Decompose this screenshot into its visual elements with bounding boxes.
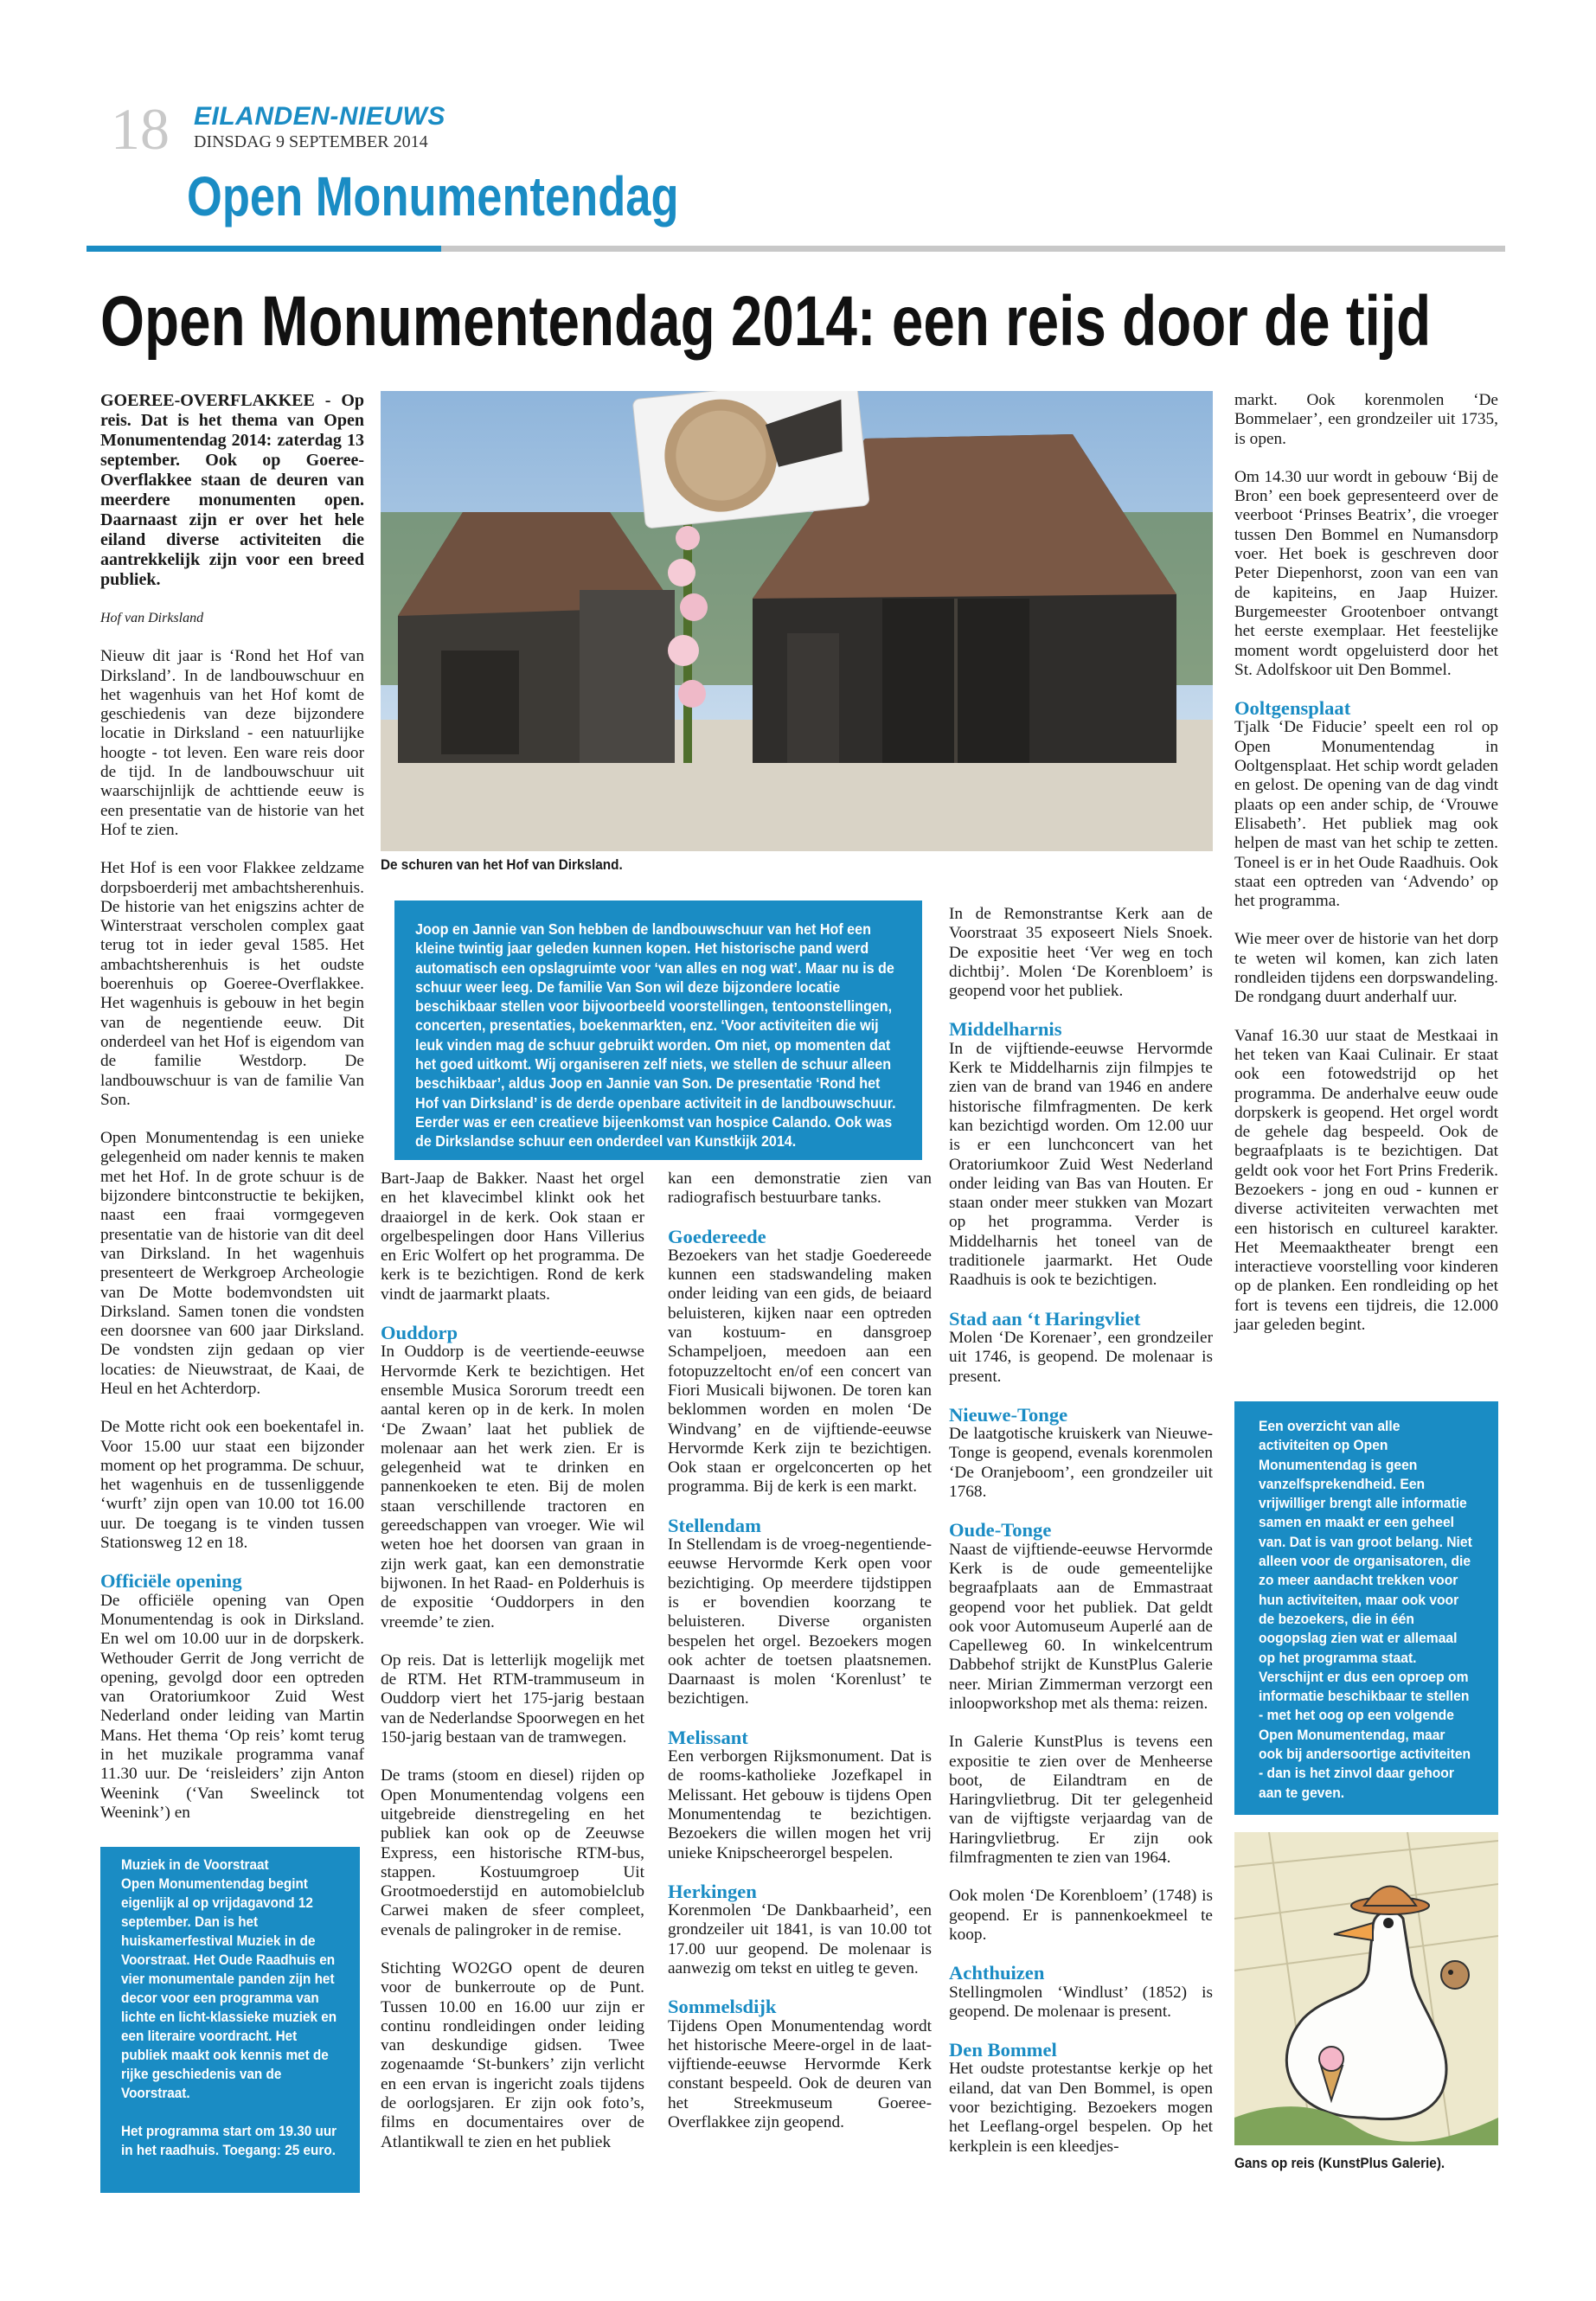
paragraph: Bart-Jaap de Bakker. Naast het orgel en het klavecimbel klinkt ook het draaiorgel in de kerk. Ook staan er orgelbespelingen door Hans Villerius en Eric Wolfert op het programma. De kerk is te bezichtigen. Rond de kerk vindt de jaarmarkt plaats. (381, 1170, 644, 1304)
paragraph: Bezoekers van het stadje Goedereede kunnen een stadswandeling maken onder leiding van een gids, de beiaard beluisteren, kijken naar een optreden van kostuum- en dansgroep Schampeljoen, meedoen aan een fotopuzzeltocht en/of een concert van Fiori Musicali bijwonen. De toren kan beklommen worden en molen ‘De Windvang’ en de vijftiende-eeuwse Hervormde Kerk zijn te bezichtigen. Ook staan er orgelconcerten op het programma. Bij de kerk is een markt. (668, 1246, 932, 1497)
paragraph: Nieuw dit jaar is ‘Rond het Hof van Dirksland’. In de landbouwschuur en het wagenhuis van het Hof komt de geschiedenis van deze bijzondere locatie in Dirksland - een natuurlijke hoogte - tot leven. Een ware reis door de tijd. In de landbouwschuur uit waarschijnlijk de achttiende eeuw is een presentatie van de historie van het Hof te zien. (100, 647, 364, 839)
paragraph: In de vijftiende-eeuwse Hervormde Kerk te Middelharnis zijn filmpjes te zien van de brand van 1946 en andere historische filmfragmenten. De kerk kan bezichtigd worden. Om 12.00 uur is er een lunchconcert van het Oratoriumkoor Zuid West Nederland onder leiding van Bas van Houten. Er staan onder meer stukken van Mozart op het programma. Verder is Middelharnis het toneel van de traditionele jaarmarkt. Het Oude Raadhuis is ook te bezichtigen. (949, 1039, 1213, 1290)
article-column-5 (1234, 391, 1498, 1354)
photo-caption: De schuren van het Hof van Dirksland. (381, 856, 623, 873)
barn-photo (381, 391, 1213, 851)
paragraph: Op reis. Dat is letterlijk mogelijk met de RTM. Het RTM-trammuseum in Ouddorp viert het 175-jarig bestaan van de Nederlandse Spoorwegen en het 150-jarig bestaan van de tramwegen. (381, 1650, 644, 1747)
header-rule (87, 246, 1505, 252)
paragraph: Een verborgen Rijksmonument. Dat is de rooms-katholieke Jozefkapel in Melissant. Het gebouw is tijdens Open Monumentendag te bezichtigen. Bezoekers die willen mogen het vrij unieke Knipscheerorgel bespelen. (668, 1747, 932, 1862)
drawing-caption: Gans op reis (KunstPlus Galerie). (1234, 2155, 1445, 2171)
sidebar-box-van-son (394, 901, 922, 1160)
article-column-1 (100, 391, 364, 1842)
paragraph: Het Hof is een voor Flakkee zeldzame dorpsboerderij met ambachtsherenhuis. De historie van het enigszins achter de Winterstraat verscholen complex gaat terug tot in ieder geval 1585. Het ambachtsherenhuis is het oudste boerenhuis op Goeree-Overflakkee. Het wagenhuis is gebouw in het begin van de negentiende eeuw. Dit onderdeel van het Hof is eigendom van de familie Westdorp. De landbouwschuur is van de familie Van Son. (100, 859, 364, 1109)
paragraph: In Ouddorp is de veertiende-eeuwse Hervormde Kerk te bezichtigen. Het ensemble Musica Sororum treedt een aantal keren op in de kerk. In molen ‘De Zwaan’ laat het publiek de molenaar aan het werk zien. Er is gelegenheid wat te drinken en pannenkoeken te eten. Bij de molen staan verschillende tractoren en gereedschappen van vroeger. Wie wil weten hoe het doorsen van graan in zijn werk gaat, kan een demonstratie bijwonen. In het Raad- en Polderhuis is de expositie ‘Ouddorpers in den vreemde’ te zien. (381, 1343, 644, 1631)
goose-drawing-illustration (1234, 1832, 1498, 2145)
paragraph: kan een demonstratie zien van radiografisch bestuurbare tanks. (668, 1170, 932, 1208)
paragraph: In Galerie KunstPlus is tevens een expositie te zien over de Menheerse boot, de Eilandtram en de Haringvlietbrug. Dit ter gelegenheid van de vijftigste verjaardag van de Haringvlietbrug. Er zijn ook filmfragmenten te zien van 1964. (949, 1733, 1213, 1868)
section-title: Open Monumentendag (187, 165, 679, 228)
goose-drawing (1234, 1832, 1498, 2145)
subhead-melissant: Melissant (668, 1726, 748, 1748)
paragraph: De trams (stoom en diesel) rijden op Open Monumentendag volgens een uitgebreide dienstregeling en het publiek kan ook op de Zeeuwse Express, een historische RTM-bus, stappen. Kostuumgroep Uit Grootmoederstijd en automobielclub Carwei maken de sfeer compleet, evenals de palingroker in de remise. (381, 1766, 644, 1939)
paragraph: Om 14.30 uur wordt in gebouw ‘Bij de Bron’ een boek gepresenteerd over de veerboot ‘Prinses Beatrix’, die vroeger tussen Den Bommel en Numansdorp voer. Het boek is geschreven door Peter Diepenhorst, zoon van een van de kapiteins, en Jaap Huizer. Burgemeester Grootenboer ontvangt het eerste exemplaar. Het feestelijke moment wordt opgeluisterd door het St. Adolfskoor uit Den Bommel. (1234, 467, 1498, 679)
page-number: 18 (111, 96, 170, 162)
article-headline: Open Monumentendag 2014: een reis door de tijd (100, 282, 1432, 361)
sidebar-box-text: Joop en Jannie van Son hebben de landbouwschuur van het Hof een kleine twintig jaar geleden kunnen kopen. Het historische pand werd automatisch een opslagruimte voor ‘van alles en nog wat’. Maar nu is de schuur weer leeg. De familie Van Son wil deze bijzondere locatie beschikbaar stellen voor bijvoorbeeld voorstellingen, tentoonstellingen, concerten, presentaties, boekenmarkten, enz. ‘Voor activiteiten die wij leuk vinden mag de schuur gebruikt worden. Om niet, op momenten dat het goed uitkomt. Wij organiseren zelf niets, we stellen de schuur alleen beschikbaar’, aldus Joop en Jannie van Son. De presentatie ‘Rond het Hof van Dirksland’ is de derde openbare activiteit in de landbouwschuur. Eerder was er een creatieve bijeenkomst van hospice Calando. Ook was de Dirkslandse schuur een onderdeel van Kunstkijk 2014. (415, 920, 896, 1150)
paragraph: Korenmolen ‘De Dankbaarheid’, een grondzeiler uit 1841, is van 10.00 tot 17.00 uur geopend. De molenaar is aanwezig om tekst en uitleg te geven. (668, 1901, 932, 1977)
subhead-stellendam: Stellendam (668, 1514, 761, 1536)
paragraph: Open Monumentendag is een unieke gelegenheid om nader kennis te maken met het Hof. In de grote schuur is de bijzondere bintconstructie te bekijken, naast een fraai vormgegeven presentatie van de historie van dit deel van Dirksland. In het wagenhuis presenteert de Werkgroep Archeologie van De Motte bodemvondsten uit Dirksland. Samen tonen die vondsten een doorsnee van 600 jaar Dirksland. De vondsten zijn gedaan op vier locaties: de Nieuwstraat, de Kaai, de Heul en het Achterdorp. (100, 1129, 364, 1398)
subhead-goedereede: Goedereede (668, 1225, 766, 1247)
sidebar-box-overzicht (1234, 1401, 1498, 1815)
paragraph: In Stellendam is de vroeg-negentiende-eeuwse Hervormde Kerk open voor bezichtiging. Op meerdere tijdstippen is er bovendien koorzang te beluisteren. Diverse organisten bespelen het orgel. Bezoekers mogen ook achter de toetsen plaatsnemen. Daarnaast is molen ‘Korenlust’ te bezichtigen. (668, 1535, 932, 1708)
subhead-ooltgensplaat: Ooltgensplaat (1234, 697, 1351, 720)
sidebar-box-text: Open Monumentendag begint eigenlijk al op vrijdagavond 12 september. Dan is het huiskamerfestival Muziek in de Voorstraat. Het Oude Raadhuis en vier monumentale panden zijn het decor voor een programma van lichte en licht-klassieke muziek en een literaire voordracht. Het publiek maakt ook kennis met de rijke geschiedenis van de Voorstraat. (121, 1875, 337, 2101)
paragraph: De Motte richt ook een boekentafel in. Voor 15.00 uur staat een bijzonder moment op het programma. De schuur, het wagenhuis en de tussenliggende ‘wurft’ zijn open van 10.00 tot 16.00 uur. De toegang is te vinden tussen Stationsweg 12 en 18. (100, 1418, 364, 1553)
paragraph: Wie meer over de historie van het dorp te weten wil komen, kan zich laten rondleiden tijdens een dorpswandeling. De rondgang duurt anderhalf uur. (1234, 930, 1498, 1007)
subhead-achthuizen: Achthuizen (949, 1962, 1045, 1984)
subhead-oude-tonge: Oude-Tonge (949, 1519, 1052, 1541)
paragraph: Stichting WO2GO opent de deuren voor de bunkerroute op de Punt. Tussen 10.00 en 16.00 uur zijn er continu rondleidingen onder leiding van deskundige gidsen. Twee zogenaamde ‘St-bunkers’ zijn verlicht en een ervan is ingericht zoals tijdens de oorlogsjaren. Er zijn ook foto’s, films en documentaires over de Atlantikwall te zien en het publiek (381, 1958, 644, 2151)
subhead-officiele-opening: Officiële opening (100, 1570, 242, 1593)
sidebar-box-text: Het programma start om 19.30 uur in het raadhuis. Toegang: 25 euro. (121, 2123, 337, 2158)
paragraph: Tijdens Open Monumentendag wordt het historische Meere-orgel in de laat-vijftiende-eeuwse Hervormde Kerk constant bespeeld. Ook de deuren van het Streekmuseum Goeree-Overflakkee zijn geopend. (668, 2016, 932, 2132)
subhead-den-bommel: Den Bommel (949, 2039, 1057, 2061)
paragraph: Het oudste protestantse kerkje op het eiland, dat van Den Bommel, is open voor bezichtiging. Bezoekers mogen het Leeflang-orgel bespelen. Op het kerkplein is een kleedjes- (949, 2060, 1213, 2156)
newspaper-masthead: EILANDEN-NIEUWS (194, 102, 445, 131)
article-column-3 (668, 1170, 932, 2151)
paragraph: De laatgotische kruiskerk van Nieuwe-Tonge is geopend, evenals korenmolen ‘De Oranjeboom’, een grondzeiler uit 1768. (949, 1425, 1213, 1502)
subhead-herkingen: Herkingen (668, 1880, 757, 1902)
article-intro: GOEREE-OVERFLAKKEE - Op reis. Dat is het thema van Open Monumentendag 2014: zaterdag 13 september. Ook op Goeree-Overflakkee staan de deuren van meerdere monumenten open. Daarnaast zijn er over het hele eiland diverse activiteiten die aantrekkelijk zijn voor een breed publiek. (100, 391, 364, 589)
subhead-middelharnis: Middelharnis (949, 1018, 1062, 1041)
paragraph: Naast de vijftiende-eeuwse Hervormde Kerk is de oude gemeentelijke begraafplaats aan de Emmastraat geopend voor het publiek. Dat geldt ook voor Automuseum Auperlé aan de Capelleweg 60. In winkelcentrum Dabbehof strijkt de KunstPlus Galerie neer. Mirian Zimmerman verzorgt een inloopworkshop met als thema: reizen. (949, 1540, 1213, 1713)
paragraph: Stellingmolen ‘Windlust’ (1852) is geopend. De molenaar is present. (949, 1983, 1213, 2021)
sidebar-box-muziek-voorstraat (100, 1847, 360, 2193)
article-column-2 (381, 1170, 644, 2171)
paragraph: Vanaf 16.30 uur staat de Mestkaai in het teken van Kaai Culinair. Er staat ook een fotowedstrijd op het programma. De anderhalve eeuw oude dorpskerk is geopend. Het orgel wordt de gehele dag bespeeld. Ook de begraafplaats is te bezichtigen. Dat geldt ook voor het Fort Prins Frederik. Bezoekers - jong en oud - kunnen er diverse activiteiten verwachten met een historisch en cultureel karakter. Het Meemaaktheater brengt een interactieve voorstelling voor kinderen op de planken. Een rondleiding op het fort is tevens een tijdreis, die 12.000 jaar geleden begint. (1234, 1026, 1498, 1335)
subhead-stad-aan-t-haringvliet: Stad aan ‘t Haringvliet (949, 1307, 1141, 1330)
sidebar-box-body (121, 1856, 337, 2103)
paragraph: Ook molen ‘De Korenbloem’ (1748) is geopend. Er is pannenkoekmeel te koop. (949, 1887, 1213, 1944)
sidebar-box-text: Een overzicht van alle activiteiten op Open Monumentendag is geen vanzelfsprekendheid. Een vrijwilliger brengt alle informatie samen en maakt er een geheel van. Dat is van groot belang. Niet alleen voor de organisatoren, die zo meer aandacht trekken voor hun activiteiten, maar ook voor de bezoekers, die in één oogopslag zien wat er allemaal op het programma staat. Verschijnt er dus een oproep om informatie beschikbaar te stellen - met het oog op een volgende Open Monumentendag, maar ook bij andersoortige activiteiten - dan is het zinvol daar gehoor aan te geven. (1259, 1418, 1472, 1801)
subhead-sommelsdijk: Sommelsdijk (668, 1996, 777, 2018)
paragraph: In de Remonstrantse Kerk aan de Voorstraat 35 exposeert Niels Snoek. De expositie heet ‘Ver weg en toch dichtbij’. Molen ‘De Korenbloem’ is geopend voor het publiek. (949, 905, 1213, 1001)
paragraph: Molen ‘De Korenaer’, een grondzeiler uit 1746, is geopend. De molenaar is present. (949, 1328, 1213, 1386)
paragraph: Tjalk ‘De Fiducie’ speelt een rol op Open Monumentendag in Ooltgensplaat. Het schip wordt geladen en gelost. De opening van de dag vindt plaats op een ander schip, de ‘Vrouwe Elisabeth’. Het publiek mag ook helpen de mast van het schip te zetten. Toneel is er in het Oude Raadhuis. Ook staat een optreden van ‘Advendo’ op het programma. (1234, 718, 1498, 911)
subhead-ouddorp: Ouddorp (381, 1322, 458, 1344)
subhead-nieuwe-tonge: Nieuwe-Tonge (949, 1403, 1068, 1426)
issue-date: DINSDAG 9 SEPTEMBER 2014 (194, 132, 428, 151)
header-rule-accent (87, 246, 441, 252)
sidebar-box-title: Muziek in de Voorstraat (121, 1856, 269, 1873)
inline-caption-hof: Hof van Dirksland (100, 611, 204, 625)
paragraph: markt. Ook korenmolen ‘De Bommelaer’, een grondzeiler uit 1735, is open. (1234, 391, 1498, 448)
paragraph: De officiële opening van Open Monumentendag is ook in Dirksland. En wel om 10.00 uur in de dorpskerk. Wethouder Gerrit de Jong verricht de opening, gevolgd door een optreden van Oratoriumkoor Zuid West Nederland onder leiding van Martin Mans. Het thema ‘Op reis’ komt terug in het muzikale programma vanaf 11.30 uur. De ‘reisleiders’ zijn Anton Weenink (‘Van Sweelinck tot Weenink’) en (100, 1591, 364, 1822)
barn-photo-illustration (381, 391, 1213, 851)
article-column-4 (949, 905, 1213, 2176)
